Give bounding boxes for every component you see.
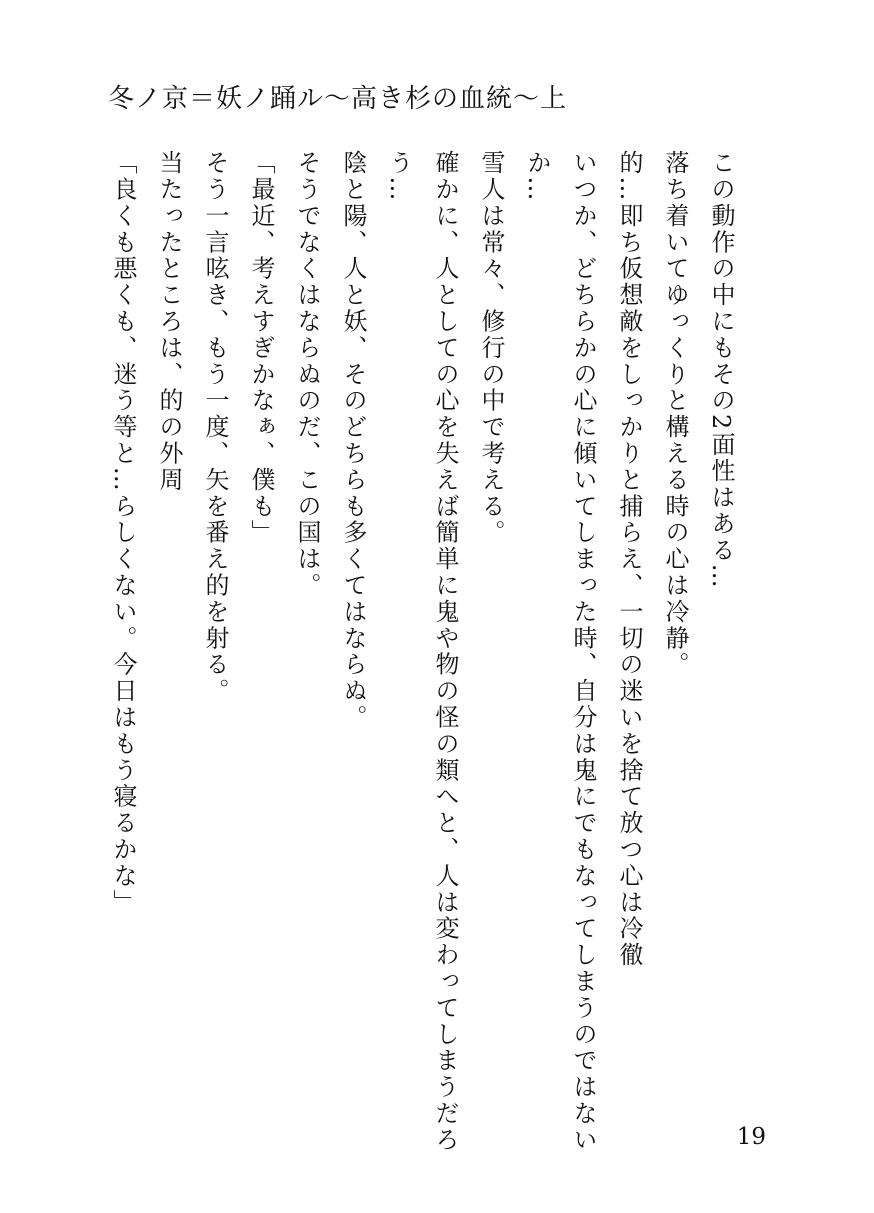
page-title: 冬ノ京＝妖ノ踊ル～高き杉の血統～上 — [108, 84, 568, 114]
text-line: この動作の中にもその2面性はある… — [707, 150, 735, 591]
text-line: 雪人は常々、修行の中で考える。 — [477, 150, 505, 546]
text-line: 落ち着いてゆっくりと構える時の心は冷静。 — [661, 150, 689, 678]
text-line: そう一言呟き、もう一度、矢を番え的を射る。 — [201, 150, 229, 705]
text-line: いつか、どちらかの心に傾いてしまった時、自分は鬼にでもなってしまうのではない — [569, 150, 597, 1154]
body-text — [100, 150, 744, 1154]
page-number: 19 — [736, 1124, 766, 1150]
text-line: 確かに、人としての心を失えば簡単に鬼や物の怪の類へと、人は変わってしまうだろ — [431, 150, 459, 1154]
text-line: 「最近、考えすぎかなぁ、僕も」 — [247, 150, 275, 546]
text-line: 「良くも悪くも、迷う等と…らしくない。今日はもう寝るかな」 — [109, 150, 137, 916]
text-line: そうでなくはならぬのだ、この国は。 — [293, 150, 321, 599]
text-line: 陰と陽、人と妖、そのどちらも多くてはならぬ。 — [339, 150, 367, 731]
text-line: か… — [523, 150, 551, 203]
text-line: う… — [385, 150, 413, 203]
text-line: 当たったところは、的の外周 — [155, 150, 183, 494]
text-line: 的…即ち仮想敵をしっかりと捕らえ、一切の迷いを捨て放つ心は冷徹 — [615, 150, 643, 969]
